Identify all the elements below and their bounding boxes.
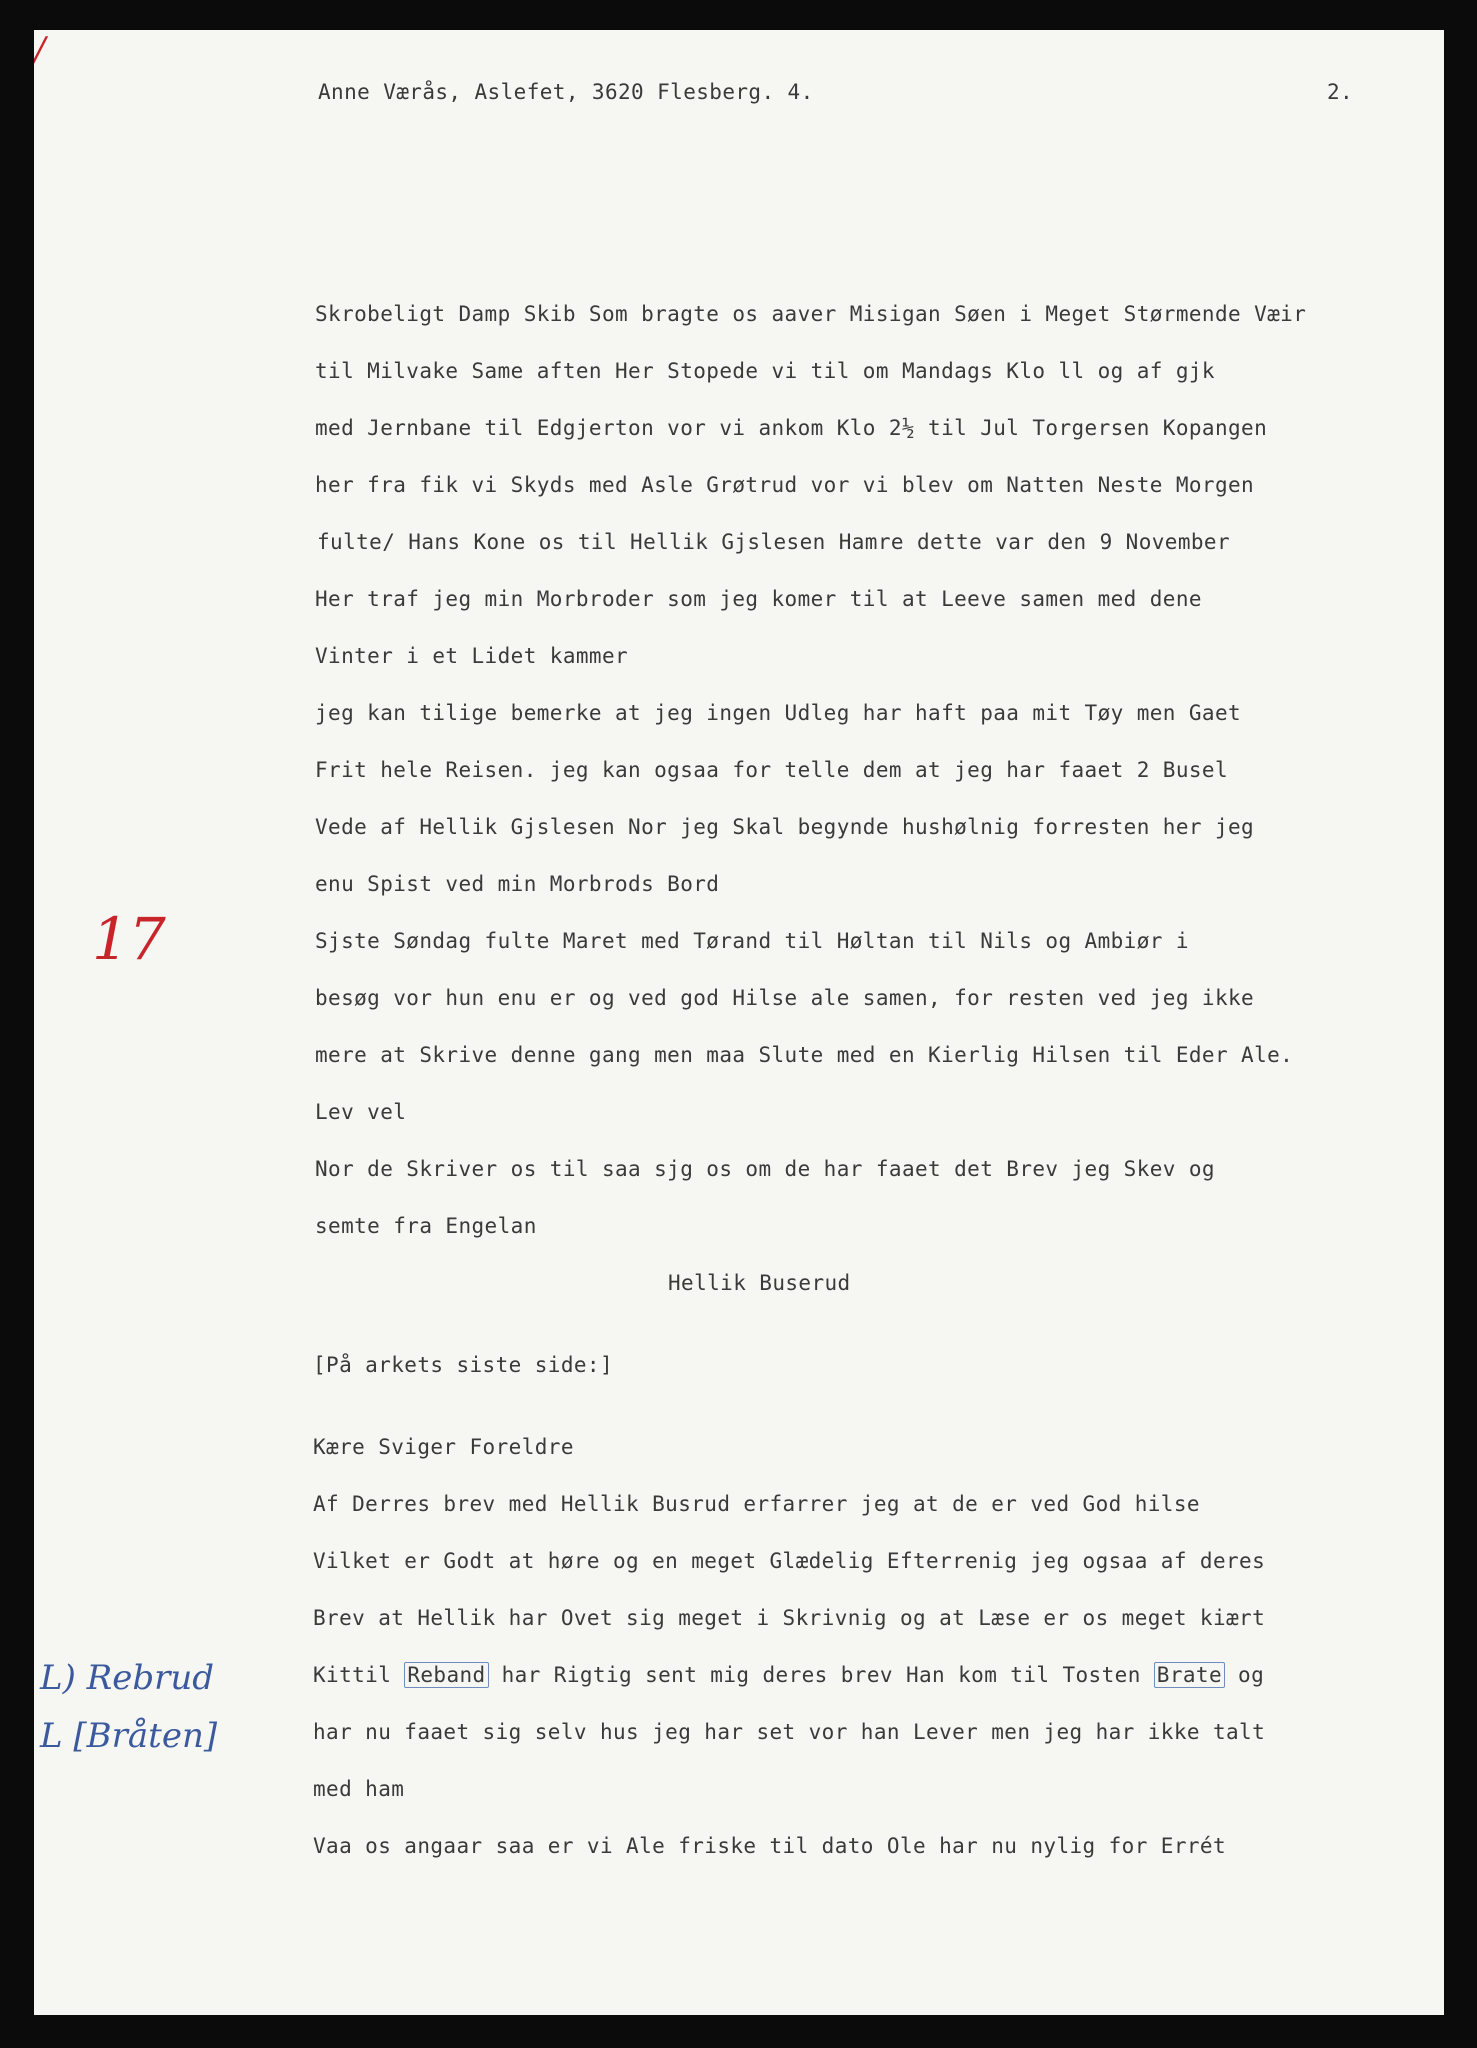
letter1-line-5: fulte/ Hans Kone os til Hellik Gjslesen Hamre dette var den 9 November [317,530,1231,554]
page-number: 2. [1327,80,1354,104]
letter1-line-17: semte fra Engelan [315,1214,537,1238]
letter1-line-14: mere at Skrive denne gang men maa Slute med en Kierlig Hilsen til Eder Ale. [315,1043,1294,1067]
letter1-line-9: Frit hele Reisen. jeg kan ogsaa for telle dem at jeg har faaet 2 Busel [315,758,1229,782]
letter2-line-1: Af Derres brev med Hellik Busrud erfarrer jeg at de er ved God hilse [313,1492,1200,1516]
letter2-line-4-start: Kittil [313,1663,405,1687]
red-slash-mark: / [34,30,46,70]
letter1-line-4: her fra fik vi Skyds med Asle Grøtrud vor vi blev om Natten Neste Morgen [315,473,1255,497]
letter1-line-6: Her traf jeg min Morbroder som jeg komer til at Leeve samen med dene [315,587,1202,611]
document-page [34,30,1444,2015]
letter1-line-10: Vede af Hellik Gjslesen Nor jeg Skal begynde hushølnig forresten her jeg [315,815,1255,839]
letter2-greeting: Kære Sviger Foreldre [313,1435,574,1459]
letter1-line-2: til Milvake Same aften Her Stopede vi til om Mandags Klo ll og af gjk [315,359,1215,383]
letter1-signature: Hellik Buserud [668,1271,851,1295]
red-margin-number: 17 [92,905,166,973]
letter2-line-5: har nu faaet sig selv hus jeg har set vor han Lever men jeg har ikke talt [313,1720,1266,1744]
brate-boxed-word: Brate [1154,1662,1225,1688]
letter1-line-8: jeg kan tilige bemerke at jeg ingen Udleg har haft paa mit Tøy men Gaet [315,701,1242,725]
margin-note-braten: L [Bråten] [40,1716,218,1756]
letter2-line-6: med ham [313,1777,405,1801]
reband-boxed-word: Reband [404,1662,488,1688]
letter1-line-11: enu Spist ved min Morbrods Bord [315,872,720,896]
letter1-line-13: besøg vor hun enu er og ved god Hilse ale samen, for resten ved jeg ikke [315,986,1255,1010]
letter1-line-3: med Jernbane til Edgjerton vor vi ankom Klo 2½ til Jul Torgersen Kopangen [315,416,1268,440]
letter1-line-15: Lev vel [315,1100,407,1124]
letter1-line-12: Sjste Søndag fulte Maret med Tørand til Høltan til Nils og Ambiør i [315,929,1189,953]
letter2-line-4 [313,1663,1264,1687]
letter1-line-7: Vinter i et Lidet kammer [315,644,629,668]
letter2-line-4-middle: har Rigtig sent mig deres brev Han kom til Tosten [488,1663,1154,1687]
margin-note-rebrud: L) Rebrud [40,1658,215,1698]
letter2-line-7: Vaa os angaar saa er vi Ale friske til dato Ole har nu nylig for Errét [313,1834,1227,1858]
letter1-line-1: Skrobeligt Damp Skib Som bragte os aaver Misigan Søen i Meget Størmende Væir [315,302,1307,326]
letter2-line-3: Brev at Hellik har Ovet sig meget i Skrivnig og at Læse er os meget kiært [313,1606,1266,1630]
letter2-line-2: Vilket er Godt at høre og en meget Glædelig Efterrenig jeg ogsaa af deres [313,1549,1266,1573]
letter2-line-4-end: og [1225,1663,1265,1687]
letter1-line-16: Nor de Skriver os til saa sjg os om de har faaet det Brev jeg Skev og [315,1157,1215,1181]
header-address: Anne Værås, Aslefet, 3620 Flesberg. 4. [318,80,814,104]
editorial-note: [På arkets siste side:] [313,1353,613,1377]
